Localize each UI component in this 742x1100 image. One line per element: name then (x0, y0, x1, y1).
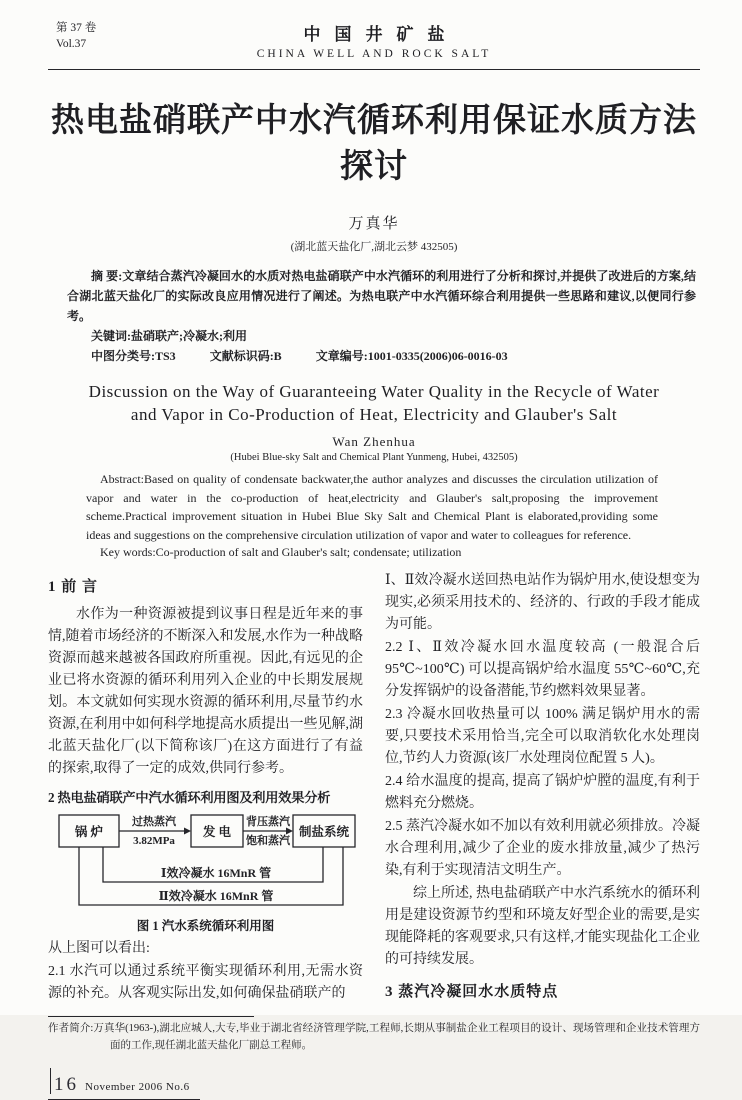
paragraph-2-5: 2.5 蒸汽冷凝水如不加以有效利用就必须排放。冷凝水合理利用,减少了企业的废水排放量,减少了热污染,有利于实现清洁文明生产。 (385, 819, 700, 878)
flow1-label-bottom: 3.82MPa (132, 835, 175, 847)
left-column (48, 569, 363, 1006)
boiler-box-label: 锅 炉 (74, 825, 103, 839)
volume-cn: 第 37 卷 (56, 22, 97, 34)
journal-name-cn: 中国井矿盐 (303, 25, 459, 44)
journal-name-en: CHINA WELL AND ROCK SALT (256, 48, 492, 60)
figure-1 (48, 812, 363, 937)
abstract-cn-block (67, 266, 696, 366)
article-title-en (48, 380, 700, 426)
paragraph-2-1: 2.1 水汽可以通过系统平衡实现循环利用,无需水资源的补充。从客观实际出发,如何确保盐硝联产的 (48, 964, 363, 1001)
two-column-body (48, 569, 700, 1006)
author-en: Wan Zhenhua (332, 434, 416, 449)
author-footnote (48, 1016, 700, 1054)
after-figure-text: 从上图可以看出: (48, 941, 150, 956)
article-meta (67, 346, 696, 366)
paragraph-2-3: 2.3 冷凝水回收热量可以 100% 满足锅炉用水的需要,只要技术采用恰当,完全可以取消软化水处理岗位,节约人力资源(该厂水处理岗位配置 5 人)。 (385, 707, 700, 766)
flow2-label-top: 背压蒸汽 (245, 816, 290, 828)
paragraph-summary: 综上所述, 热电盐硝联产中水汽系统水的循环利用是建设资源节约型和环境友好型企业的需要,是实现能降耗的客观要求,只有这样,才能实现盐化工企业的可持续发展。 (385, 886, 700, 967)
title-en-line1: Discussion on the Way of Guaranteeing Water Quality in the Recycle of Water (88, 382, 660, 401)
section-2-heading: 2 热电盐硝联产中汽水循环利用图及利用效果分析 (48, 790, 331, 805)
section-1-paragraph: 水作为一种资源被提到议事日程是近年来的事情,随着市场经济的不断深入和发展,水作为一种战略资源而越来越被各国政府所重视。因此,有远见的企业已将水资源的循环利用列入企业的中长期发展规划。本文就如何实现水资源的循环利用,尽量节约水资源,在利用中如何科学地提高水质提出一些见解,湖北蓝天盐化厂(以下简称该厂)在这方面进行了有益的探索,取得了一定的成效,供同行参考。 (48, 607, 363, 776)
paragraph-2-4: 2.4 给水温度的提高, 提高了锅炉炉膛的温度,有利于燃料充分燃烧。 (385, 774, 700, 811)
title-en-line2: and Vapor in Co-Production of Heat, Electricity and Glauber's Salt (130, 405, 618, 424)
article-title-cn: 热电盐硝联产中水汽循环利用保证水质方法探讨 (51, 103, 697, 185)
flow1-label-top: 过热蒸汽 (131, 816, 176, 828)
journal-name (48, 18, 700, 60)
paragraph-continuation: Ⅰ、Ⅱ效冷凝水送回热电站作为锅炉用水,使设想变为现实,必须采用技术的、经济的、行政的手段才能成为可能。 (385, 573, 700, 632)
volume-en: Vol.37 (56, 38, 87, 50)
footnote-divider (48, 1016, 254, 1017)
keywords-en: Key words:Co-production of salt and Glauber's salt; condensate; utilization (100, 545, 462, 559)
power-box-label: 发 电 (202, 825, 231, 839)
page-footer (48, 1074, 200, 1100)
keywords-cn (67, 326, 696, 346)
page-number: 16 (54, 1074, 79, 1095)
flow2-arrowhead (286, 828, 293, 835)
issue-info: November 2006 No.6 (85, 1081, 190, 1093)
header-divider (48, 69, 700, 70)
section-1-heading: 1 前 言 (48, 579, 99, 595)
keywords-cn-label: 关键词: (91, 329, 131, 343)
salt-system-box-label: 制盐系统 (298, 825, 349, 839)
paragraph-2-2: 2.2 Ⅰ、Ⅱ效冷凝水回水温度较高 (一般混合后95℃~100℃) 可以提高锅炉给水温度 55℃~60℃,充分发挥锅炉的设备潜能,节约燃料效果显著。 (385, 640, 700, 699)
flow1-arrowhead (184, 828, 191, 835)
return1-label: Ⅰ效冷凝水 16MnR 管 (160, 866, 271, 880)
page-header (48, 18, 700, 64)
right-column (385, 569, 700, 1006)
abstract-cn-label: 摘 要: (91, 269, 123, 283)
water-steam-cycle-diagram (51, 812, 361, 914)
flow2-label-bottom: 饱和蒸汽 (245, 835, 290, 847)
clc-number: 中图分类号:TS3 (91, 349, 176, 363)
return2-label: Ⅱ效冷凝水 16MnR 管 (158, 889, 273, 903)
footnote-text: 作者简介:万真华(1963-),湖北应城人,大专,毕业于湖北省经济管理学院,工程师,长期从事制盐企业工程项目的设计、现场管理和企业技术管理方面的工作,现任湖北蓝天盐化厂副总工程师。 (48, 1023, 700, 1051)
author-cn: 万真华 (348, 216, 400, 232)
abstract-cn (67, 266, 696, 326)
figure-1-caption: 图 1 汽水系统循环利用图 (136, 919, 275, 933)
article-id: 文章编号:1001-0335(2006)06-0016-03 (315, 349, 508, 363)
document-code: 文献标识码:B (209, 349, 282, 363)
affiliation-cn: (湖北蓝天盐化厂,湖北云梦 432505) (290, 241, 458, 253)
volume-info (56, 20, 96, 52)
keywords-cn-text: 盐硝联产;冷凝水;利用 (131, 329, 247, 343)
section-3-heading: 3 蒸汽冷凝回水水质特点 (385, 984, 559, 1000)
abstract-cn-text: 文章结合蒸汽冷凝回水的水质对热电盐硝联产中水汽循环的利用进行了分析和探讨,并提供了改进后的方案,结合湖北蓝天盐化厂的实际改良应用情况进行了阐述。为热电联产中水汽循环综合利用提供一些思路和建议,以便同行参考。 (67, 269, 696, 323)
abstract-en: Abstract:Based on quality of condensate backwater,the author analyzes and discusses the circulation utilization of vapor and water in the co-production of heat,electricity and Glauber's salt,proposing the improvement scheme.Practical improvement situation in Hubei Blue Sky Salt and Chemical Plant is elaborated,providing some ideas and suggestions on the comprehensive circulation utilization of vapor and water to colleagues for reference. (86, 472, 658, 542)
affiliation-en: (Hubei Blue-sky Salt and Chemical Plant Yunmeng, Hubei, 432505) (230, 452, 518, 463)
